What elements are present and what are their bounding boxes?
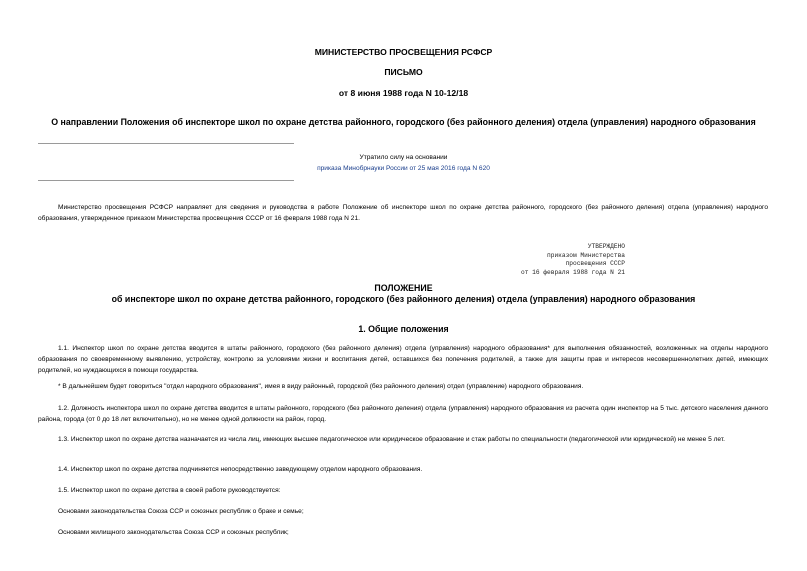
divider-top (38, 143, 294, 144)
document-type: ПИСЬМО (384, 67, 423, 77)
paragraph-1-3: 1.3. Инспектор школ по охране детства назначается из числа лиц, имеющих высшее педагогическое или юридическое образование и стаж работы по специальности (педагогической или юридической) не менее 5 лет. (58, 436, 725, 443)
approval-block (470, 243, 625, 277)
list-item-housing-law: Основами жилищного законодательства Союза ССР и союзных республик; (58, 529, 289, 536)
expired-basis (0, 163, 807, 174)
footnote-paragraph: * В дальнейшем будет говориться "отдел народного образования", имея в виду районный, городской (без районного деления) отдел (управление) народного образования. (58, 383, 584, 390)
document-date-number: от 8 июня 1988 года N 10-12/18 (338, 88, 469, 98)
paragraph-1-4: 1.4. Инспектор школ по охране детства подчиняется непосредственно заведующему отделом народного образования. (58, 466, 423, 473)
document-subject: О направлении Положения об инспекторе школ по охране детства районного, городского (без районного деления) отдела (управления) народного образования (51, 117, 756, 127)
ministry-heading: МИНИСТЕРСТВО ПРОСВЕЩЕНИЯ РСФСР (314, 47, 493, 57)
regulation-title: ПОЛОЖЕНИЕ (374, 283, 433, 293)
expired-order-link[interactable]: приказа Минобрнауки России от 25 мая 2016 года N 620 (317, 165, 490, 172)
paragraph-1-1: 1.1. Инспектор школ по охране детства вводится в штаты районного, городского (без районного деления) отдела (управления) народного образования* для выполнения обязанностей, возложенных на отделы народного образования по своевременному выявлению, устройству, контролю за условиями жизни и воспитания детей, оставшихся без попечения родителей, а также для защиты прав и интересов несовершеннолетних детей, имеющих родителей, но нуждающихся в помощи государства. (38, 345, 768, 375)
approval-line-2: приказом Министерства (547, 251, 625, 259)
paragraph-1-5: 1.5. Инспектор школ по охране детства в своей работе руководствуется: (58, 487, 281, 494)
approval-line-4: от 16 февраля 1988 года N 21 (521, 268, 625, 276)
regulation-subtitle: об инспекторе школ по охране детства районного, городского (без районного деления) отдела (управления) народного образования (111, 294, 696, 304)
list-item-family-law: Основами законодательства Союза ССР и союзных республик о браке и семье; (58, 508, 304, 515)
section-1-heading: 1. Общие положения (358, 324, 449, 334)
paragraph-1-2: 1.2. Должность инспектора школ по охране детства вводится в штаты районного, городского (без районного деления) отдела (управления) народного образования из расчета один инспектор на 5 тыс. детского населения данного района, города (от 0 до 18 лет включительно), но не менее одной должности на район, город. (38, 405, 768, 424)
intro-paragraph: Министерство просвещения РСФСР направляет для сведения и руководства в работе Положение об инспекторе школ по охране детства районного, городского (без районного деления) отдела (управления) народного образования, утвержденное приказом Министерства просвещения СССР от 16 февраля 1988 года N 21. (38, 204, 768, 223)
divider-bottom (38, 180, 294, 181)
approval-line-1: УТВЕРЖДЕНО (587, 243, 625, 250)
approval-line-3: просвещения СССР (565, 260, 625, 268)
expired-label: Утратило силу на основании (359, 154, 448, 161)
